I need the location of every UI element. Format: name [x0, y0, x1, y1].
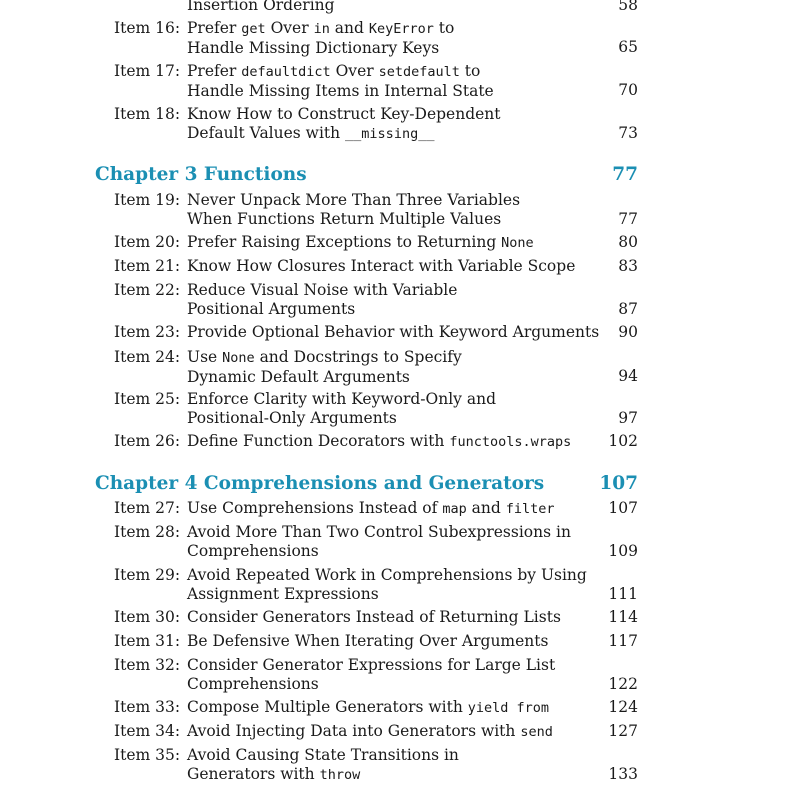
item-title	[187, 62, 607, 101]
item-page: 70	[618, 81, 638, 99]
text-fragment: Positional-Only Arguments	[187, 409, 397, 427]
chapter-heading	[95, 473, 638, 495]
item-label: Item 18:	[114, 105, 181, 123]
code-fragment: setdefault	[378, 64, 460, 80]
item-page: 102	[608, 432, 638, 450]
toc-item	[114, 105, 638, 143]
text-fragment: Comprehensions	[187, 542, 319, 560]
item-title-line	[187, 499, 607, 519]
item-title-line	[187, 722, 607, 742]
item-page: 77	[618, 210, 638, 228]
item-title-line	[187, 82, 607, 101]
item-title-line	[187, 368, 607, 387]
text-fragment: and	[329, 19, 369, 37]
toc-item	[114, 19, 638, 57]
chapter-page: 77	[612, 164, 638, 185]
text-fragment: Comprehensions	[187, 675, 319, 693]
text-fragment: Compose Multiple Generators with	[187, 698, 468, 716]
text-fragment: Avoid Repeated Work in Comprehensions by Using	[187, 566, 587, 584]
chapter-page: 107	[599, 473, 638, 494]
text-fragment: Over	[265, 19, 314, 37]
text-fragment: and Docstrings to Specify	[254, 348, 462, 366]
toc-item	[114, 348, 638, 386]
item-title-line	[187, 608, 607, 627]
item-title-line	[187, 105, 607, 124]
item-label: Item 23:	[114, 323, 181, 341]
code-fragment: __missing__	[345, 126, 435, 142]
item-label: Item 19:	[114, 191, 181, 209]
item-title-line	[187, 281, 607, 300]
toc-item	[114, 656, 638, 694]
item-title-line	[187, 62, 607, 82]
item-title-line	[187, 656, 607, 675]
item-title	[187, 632, 607, 651]
item-page: 133	[608, 765, 638, 783]
item-title	[187, 105, 607, 144]
item-title-line	[187, 323, 607, 342]
item-title-line	[187, 124, 607, 144]
text-fragment: Prefer	[187, 62, 242, 80]
code-fragment: defaultdict	[241, 64, 331, 80]
text-fragment: Define Function Decorators with	[187, 432, 450, 450]
toc-item	[114, 698, 638, 717]
item-label: Item 29:	[114, 566, 181, 584]
code-fragment: map	[442, 501, 467, 517]
item-label: Item 33:	[114, 698, 181, 716]
item-label: Item 22:	[114, 281, 181, 299]
text-fragment: Prefer Raising Exceptions to Returning	[187, 233, 502, 251]
item-title	[187, 323, 607, 342]
toc-item-partial	[114, 0, 638, 15]
item-page: 97	[618, 409, 638, 427]
item-title-line	[187, 585, 607, 604]
item-title-line	[187, 632, 607, 651]
text-fragment: Provide Optional Behavior with Keyword Arguments	[187, 323, 600, 341]
item-title	[187, 233, 607, 253]
text-fragment: and	[466, 499, 506, 517]
code-fragment: send	[520, 724, 553, 740]
item-title	[187, 722, 607, 742]
text-fragment: Never Unpack More Than Three Variables	[187, 191, 521, 209]
item-title	[187, 432, 607, 452]
text-fragment: to	[459, 62, 481, 80]
toc-item	[114, 523, 638, 561]
item-label: Item 34:	[114, 722, 181, 740]
code-fragment: None	[222, 350, 255, 366]
item-title: Insertion Ordering	[187, 0, 335, 14]
text-fragment: Consider Generators Instead of Returning Lists	[187, 608, 561, 626]
item-title	[187, 19, 607, 58]
toc-item	[114, 62, 638, 100]
toc-item	[114, 257, 638, 276]
item-title-line	[187, 210, 607, 229]
toc-item	[114, 432, 638, 451]
chapter-title: Chapter 3 Functions	[95, 164, 307, 185]
text-fragment: Know How Closures Interact with Variable Scope	[187, 257, 576, 275]
item-title	[187, 698, 607, 718]
item-title-line	[187, 675, 607, 694]
item-label: Item 27:	[114, 499, 181, 517]
text-fragment: Positional Arguments	[187, 300, 356, 318]
item-title-line	[187, 19, 607, 39]
item-label: Item 31:	[114, 632, 181, 650]
item-label: Item 17:	[114, 62, 181, 80]
item-label: Item 30:	[114, 608, 181, 626]
item-page: 80	[618, 233, 638, 251]
item-title	[187, 499, 607, 519]
item-label: Item 21:	[114, 257, 181, 275]
item-title	[187, 281, 607, 319]
item-title	[187, 523, 607, 561]
item-label: Item 35:	[114, 746, 181, 764]
item-title-line	[187, 300, 607, 319]
item-title-line	[187, 523, 607, 542]
item-page: 73	[618, 124, 638, 142]
text-fragment: Avoid Injecting Data into Generators with	[187, 722, 521, 740]
toc-item	[114, 608, 638, 627]
item-page: 124	[608, 698, 638, 716]
item-label: Item 28:	[114, 523, 181, 541]
code-fragment: filter	[505, 501, 555, 517]
toc-item	[114, 233, 638, 252]
item-title-line	[187, 566, 607, 585]
item-label: Item 32:	[114, 656, 181, 674]
text-fragment: Use	[187, 348, 223, 366]
text-fragment: Assignment Expressions	[187, 585, 379, 603]
toc-item	[114, 281, 638, 319]
chapter-heading	[95, 164, 638, 186]
text-fragment: Over	[330, 62, 379, 80]
item-page: 122	[608, 675, 638, 693]
item-page: 87	[618, 300, 638, 318]
item-label: Item 16:	[114, 19, 181, 37]
code-fragment: in	[313, 21, 330, 37]
text-fragment: Consider Generator Expressions for Large List	[187, 656, 556, 674]
item-title-line	[187, 348, 607, 368]
text-fragment: Dynamic Default Arguments	[187, 368, 410, 386]
text-fragment: Know How to Construct Key-Dependent	[187, 105, 501, 123]
toc-item	[114, 390, 638, 428]
item-title	[187, 608, 607, 627]
code-fragment: get	[241, 21, 266, 37]
code-fragment: yield from	[467, 700, 550, 716]
text-fragment: Enforce Clarity with Keyword-Only and	[187, 390, 496, 408]
code-fragment: None	[501, 235, 534, 251]
item-label: Item 25:	[114, 390, 181, 408]
text-fragment: Handle Missing Items in Internal State	[187, 82, 494, 100]
item-page: 109	[608, 542, 638, 560]
toc-item	[114, 566, 638, 604]
item-title-line	[187, 191, 607, 210]
item-title	[187, 746, 607, 785]
text-fragment: Default Values with	[187, 124, 346, 142]
item-page: 65	[618, 38, 638, 56]
code-fragment: throw	[319, 767, 361, 783]
text-fragment: Prefer	[187, 19, 242, 37]
text-fragment: Use Comprehensions Instead of	[187, 499, 443, 517]
item-title-line	[187, 257, 607, 276]
text-fragment: Handle Missing Dictionary Keys	[187, 39, 440, 57]
toc-item	[114, 191, 638, 229]
item-page: 111	[608, 585, 638, 603]
item-page: 127	[608, 722, 638, 740]
item-title-line	[187, 409, 607, 428]
text-fragment: to	[433, 19, 455, 37]
item-title-line	[187, 233, 607, 253]
item-page: 90	[618, 323, 638, 341]
toc-item	[114, 722, 638, 741]
item-title	[187, 257, 607, 276]
text-fragment: Generators with	[187, 765, 320, 783]
text-fragment: Avoid Causing State Transitions in	[187, 746, 459, 764]
item-title-line	[187, 765, 607, 785]
item-label: Item 24:	[114, 348, 181, 366]
item-title-line	[187, 432, 607, 452]
item-title	[187, 348, 607, 387]
item-page: 107	[608, 499, 638, 517]
text-fragment: When Functions Return Multiple Values	[187, 210, 502, 228]
item-title	[187, 656, 607, 694]
toc-item	[114, 499, 638, 518]
item-title-line	[187, 542, 607, 561]
code-fragment: KeyError	[368, 21, 434, 37]
item-title-line	[187, 39, 607, 58]
item-title	[187, 566, 607, 604]
item-page: 94	[618, 367, 638, 385]
chapter-title: Chapter 4 Comprehensions and Generators	[95, 473, 545, 494]
text-fragment: Reduce Visual Noise with Variable	[187, 281, 458, 299]
item-title-line	[187, 746, 607, 765]
toc-item	[114, 632, 638, 651]
item-page: 114	[608, 608, 638, 626]
code-fragment: functools.wraps	[449, 434, 572, 450]
item-title-line	[187, 390, 607, 409]
item-label: Item 26:	[114, 432, 181, 450]
item-title-line	[187, 698, 607, 718]
text-fragment: Be Defensive When Iterating Over Arguments	[187, 632, 549, 650]
item-label: Item 20:	[114, 233, 181, 251]
item-title	[187, 191, 607, 229]
item-page: 58	[618, 0, 638, 14]
item-title	[187, 390, 607, 428]
toc-item	[114, 323, 638, 342]
item-page: 117	[608, 632, 638, 650]
toc-item	[114, 746, 638, 784]
text-fragment: Avoid More Than Two Control Subexpressions in	[187, 523, 571, 541]
item-page: 83	[618, 257, 638, 275]
